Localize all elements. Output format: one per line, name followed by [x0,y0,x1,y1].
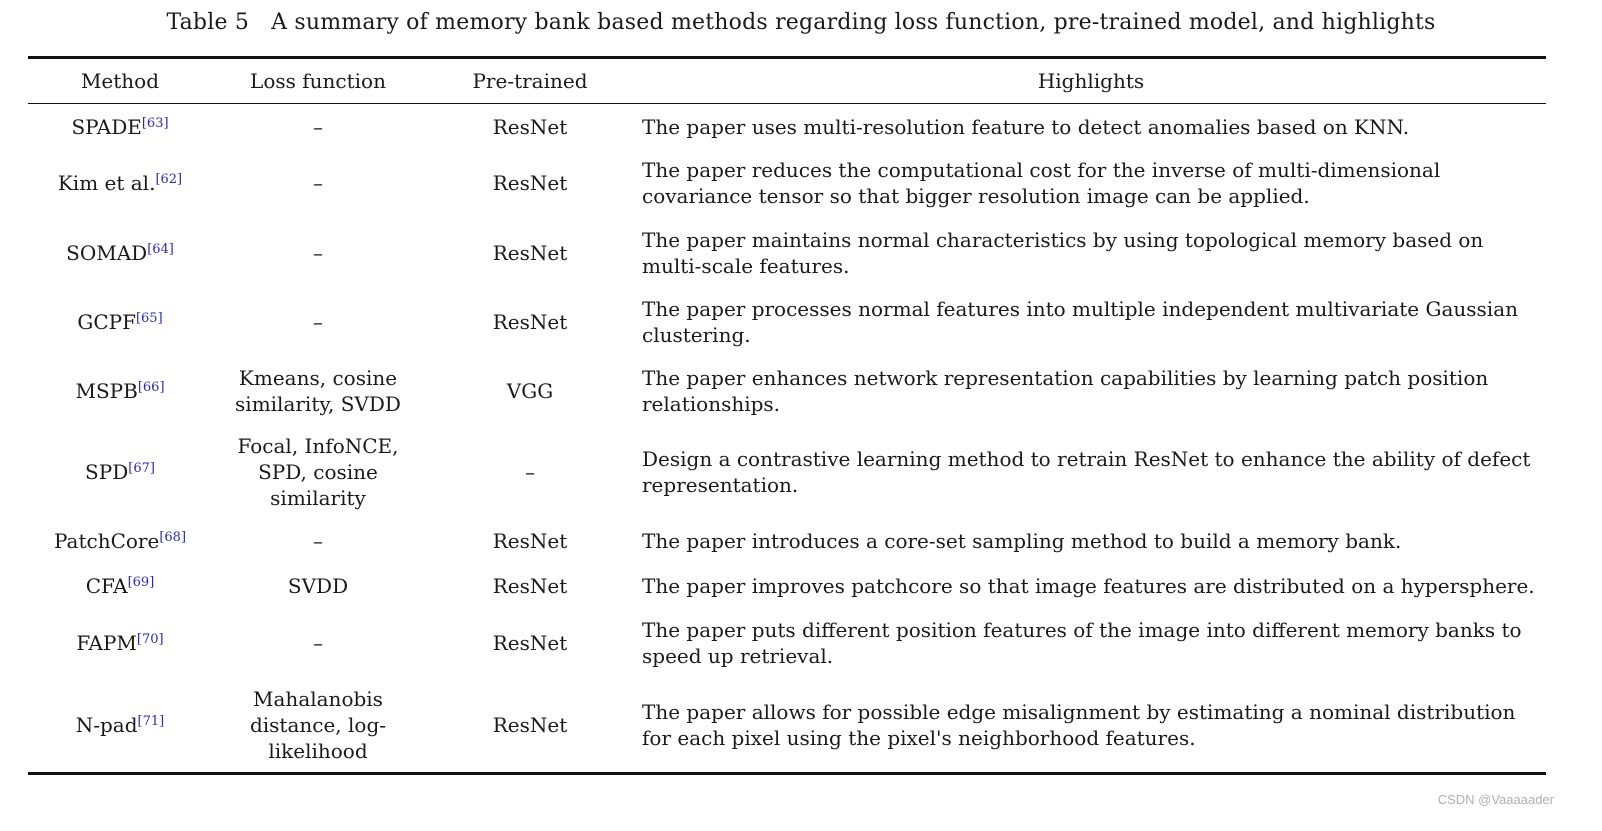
method-name: FAPM [76,631,137,655]
method-cell [28,356,212,426]
highlights-cell: The paper enhances network representation capabilities by learning patch position relationships. [642,365,1489,416]
highlights-cell: The paper uses multi-resolution feature to detect anomalies based on KNN. [642,114,1410,139]
citation-link[interactable]: [68] [159,529,187,545]
loss-function-cell: – [313,310,323,334]
citation-link[interactable]: [65] [135,311,163,326]
pretrained-cell: ResNet [492,631,568,655]
column-header-method: Method [80,69,160,93]
table-row [28,356,1546,426]
highlights-cell: The paper improves patchcore so that image features are distributed on a hypersphere. [642,574,1535,598]
citation-link[interactable]: [63] [141,115,169,131]
column-header-loss-function: Loss function [250,69,386,93]
citation-link[interactable]: [67] [128,460,155,476]
method-cell [28,564,212,609]
table-row [28,104,1546,150]
highlights-cell: Design a contrastive learning method to retrain ResNet to enhance the ability of defect representation. [642,446,1531,497]
highlights-cell: The paper puts different position features of the image into different memory banks to speed up retrieval. [642,618,1522,668]
pretrained-cell: ResNet [492,574,568,598]
summary-table [28,56,1546,775]
pretrained-cell: ResNet [492,712,568,737]
highlights-cell: The paper maintains normal characteristics by using topological memory based on multi-scale features. [642,227,1484,278]
pretrained-cell: ResNet [492,114,568,139]
column-header-highlights: Highlights [1037,69,1145,93]
table-row [28,426,1546,518]
table-row [28,289,1546,356]
loss-function-cell: – [313,631,323,655]
loss-function-cell: Mahalanobis distance, log-likelihood [249,686,387,763]
pretrained-cell: ResNet [492,310,568,334]
citation-link[interactable]: [64] [147,241,174,257]
table-row [28,217,1546,289]
method-cell [28,609,212,678]
method-name: SPADE [71,114,142,139]
loss-function-cell: – [313,114,323,139]
pretrained-cell: VGG [506,378,554,403]
table-row [28,678,1546,774]
method-name: N-pad [75,712,138,737]
highlights-cell: The paper allows for possible edge misalignment by estimating a nominal distribution for each pixel using the pixel's neighborhood features. [642,699,1516,750]
table-header-row [28,58,1546,104]
highlights-cell: The paper introduces a core-set sampling method to build a memory bank. [642,528,1402,553]
method-cell [28,150,212,217]
method-cell [28,518,212,564]
loss-function-cell: Focal, InfoNCE, SPD, cosine similarity [237,433,399,510]
citation-link[interactable]: [69] [127,575,155,590]
watermark-text: CSDN @Vaaaaader [1437,792,1554,807]
method-cell [28,426,212,518]
loss-function-cell: – [313,528,323,553]
table-row [28,150,1546,217]
column-header-pretrained: Pre-trained [472,69,588,93]
method-name: PatchCore [53,528,160,553]
table-row [28,518,1546,564]
citation-link[interactable]: [70] [136,632,164,647]
method-name: CFA [85,574,128,598]
highlights-cell: The paper processes normal features into multiple independent multivariate Gaussian clustering. [642,297,1518,347]
method-name: GCPF [77,310,136,334]
citation-link[interactable]: [71] [137,713,165,729]
table-caption-label: Table 5 [166,10,250,35]
table-row [28,564,1546,609]
method-name: SOMAD [66,240,148,265]
method-cell [28,217,212,289]
highlights-cell: The paper reduces the computational cost for the inverse of multi-dimensional covariance tensor so that bigger resolution image can be applied. [642,158,1441,208]
method-name: SPD [85,459,129,484]
method-name: MSPB [75,378,138,403]
method-cell [28,104,212,150]
method-cell [28,678,212,774]
summary-table-container [28,56,1546,775]
pretrained-cell: ResNet [492,240,568,265]
method-cell [28,289,212,356]
loss-function-cell: – [313,171,323,195]
table-caption [0,10,1602,35]
loss-function-cell: Kmeans, cosine similarity, SVDD [235,365,401,416]
pretrained-cell: ResNet [492,171,568,195]
pretrained-cell: ResNet [492,528,568,553]
method-name: Kim et al. [57,171,156,195]
loss-function-cell: SVDD [287,574,349,598]
citation-link[interactable]: [62] [155,172,183,187]
pretrained-cell: – [525,459,535,484]
table-row [28,609,1546,678]
loss-function-cell: – [313,240,323,265]
citation-link[interactable]: [66] [137,379,165,395]
table-caption-text: A summary of memory bank based methods regarding loss function, pre-trained model, and highlights [271,10,1436,35]
